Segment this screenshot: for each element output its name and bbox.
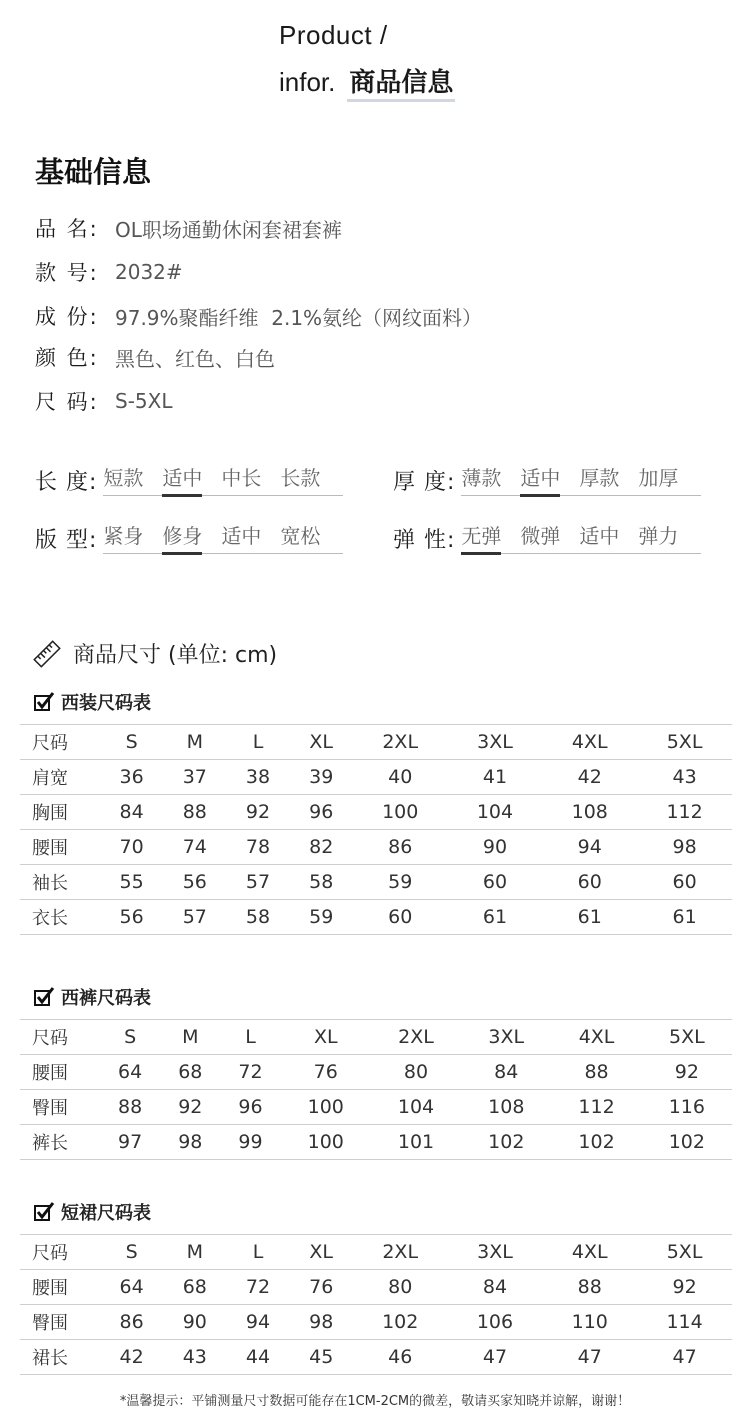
attr-option-selected: 修身 [162, 520, 202, 549]
table-cell: 5XL [637, 725, 732, 760]
attr-option: 薄款 [461, 466, 502, 490]
table-row [20, 900, 732, 935]
table-cell: 88 [163, 795, 226, 830]
attr-option: 长款 [280, 466, 321, 490]
table-cell: XL [290, 1235, 353, 1270]
table-title-text: 西装尺码表 [61, 693, 151, 714]
table-cell: 2XL [371, 1020, 461, 1055]
size-heading-text: 商品尺寸 (单位: cm) [73, 643, 278, 668]
table-row [20, 1055, 732, 1090]
table-cell: 3XL [448, 725, 543, 760]
table-cell: 74 [163, 830, 226, 865]
table-cell: 104 [448, 795, 543, 830]
table-cell: 45 [290, 1340, 353, 1375]
table-cell: 94 [542, 830, 637, 865]
table-cell: 68 [163, 1270, 226, 1305]
attr-option: 适中 [579, 524, 620, 548]
attr-thickness [393, 462, 701, 496]
attr-options [461, 462, 701, 496]
row-label: 肩宽 [20, 760, 100, 795]
info-value: 97.9%聚酯纤维 2.1%氨纶（网纹面料） [115, 305, 483, 330]
table-cell: 90 [163, 1305, 226, 1340]
table-cell: 68 [160, 1055, 220, 1090]
info-value: 2032# [115, 260, 183, 284]
info-row-size [35, 386, 172, 416]
row-label: 尺码 [20, 1020, 100, 1055]
attr-option: 宽松 [280, 524, 321, 548]
info-value: OL职场通勤休闲套裙套裤 [115, 217, 342, 242]
table-cell: 78 [226, 830, 289, 865]
table-cell: 42 [100, 1340, 163, 1375]
table-cell: 42 [542, 760, 637, 795]
attr-key: 厚 度: [393, 470, 456, 495]
info-row-material [35, 301, 482, 331]
info-value: S-5XL [115, 389, 173, 413]
table-cell: S [100, 1235, 163, 1270]
table-cell: 58 [290, 865, 353, 900]
table-cell: 92 [226, 795, 289, 830]
table-cell: 108 [461, 1090, 551, 1125]
table-cell: 5XL [642, 1020, 732, 1055]
table-cell: 61 [542, 900, 637, 935]
table-title-text: 西裤尺码表 [61, 988, 151, 1009]
table-row [20, 1305, 732, 1340]
row-label: 裙长 [20, 1340, 100, 1375]
table-cell: 59 [353, 865, 448, 900]
info-key: 品 名: [35, 217, 99, 241]
row-label: 腰围 [20, 1270, 100, 1305]
table-cell: 43 [637, 760, 732, 795]
attr-option: 适中 [221, 524, 262, 548]
table-cell: 57 [226, 865, 289, 900]
table-cell: 37 [163, 760, 226, 795]
info-value: 黑色、红色、白色 [115, 346, 275, 371]
table-cell: 60 [353, 900, 448, 935]
table-cell: 84 [100, 795, 163, 830]
attr-option: 加厚 [638, 466, 679, 490]
table-cell: 100 [353, 795, 448, 830]
table-cell: 39 [290, 760, 353, 795]
table-cell: S [100, 1020, 160, 1055]
attr-option: 中长 [221, 466, 262, 490]
table-cell: 56 [163, 865, 226, 900]
table-row [20, 795, 732, 830]
row-label: 臀围 [20, 1305, 100, 1340]
table-cell: L [220, 1020, 280, 1055]
table-cell: 90 [448, 830, 543, 865]
table-cell: 88 [542, 1270, 637, 1305]
table-cell: 106 [448, 1305, 543, 1340]
table-cell: 56 [100, 900, 163, 935]
table-cell: 57 [163, 900, 226, 935]
table-cell: 94 [226, 1305, 289, 1340]
table-cell: 80 [353, 1270, 448, 1305]
table-row [20, 1340, 732, 1375]
table-cell: M [163, 1235, 226, 1270]
table-cell: 46 [353, 1340, 448, 1375]
attr-option-selected: 无弹 [461, 520, 501, 549]
table-header-row [20, 1235, 732, 1270]
table-row [20, 830, 732, 865]
row-label: 腰围 [20, 830, 100, 865]
row-label: 尺码 [20, 1235, 100, 1270]
table-cell: 110 [542, 1305, 637, 1340]
table-header-row [20, 725, 732, 760]
attr-length [35, 462, 343, 496]
row-label: 裤长 [20, 1125, 100, 1160]
table-cell: 72 [226, 1270, 289, 1305]
table-cell: XL [290, 725, 353, 760]
table-cell: 99 [220, 1125, 280, 1160]
info-row-color [35, 342, 275, 372]
table-cell: 64 [100, 1055, 160, 1090]
table-cell: 108 [542, 795, 637, 830]
table-cell: 70 [100, 830, 163, 865]
table-cell: 98 [160, 1125, 220, 1160]
attr-option-selected: 适中 [520, 462, 560, 491]
table-cell: 112 [637, 795, 732, 830]
table-cell: 96 [290, 795, 353, 830]
table-cell: 88 [551, 1055, 641, 1090]
table-cell: 116 [642, 1090, 732, 1125]
table-cell: 59 [290, 900, 353, 935]
table-cell: S [100, 725, 163, 760]
table-cell: 38 [226, 760, 289, 795]
table-cell: 114 [637, 1305, 732, 1340]
table-cell: 61 [448, 900, 543, 935]
table-cell: XL [281, 1020, 371, 1055]
table-cell: 40 [353, 760, 448, 795]
table-row [20, 865, 732, 900]
size-table-skirt [20, 1234, 732, 1375]
table-cell: 47 [542, 1340, 637, 1375]
info-key: 成 份: [35, 305, 99, 329]
table-cell: 97 [100, 1125, 160, 1160]
table-cell: 84 [448, 1270, 543, 1305]
table-cell: 86 [353, 830, 448, 865]
info-key: 颜 色: [35, 346, 99, 370]
attr-key: 长 度: [35, 470, 98, 495]
size-heading [33, 638, 277, 669]
table-cell: 4XL [542, 1235, 637, 1270]
table-title-text: 短裙尺码表 [61, 1203, 151, 1224]
table-cell: 76 [290, 1270, 353, 1305]
table-cell: 102 [353, 1305, 448, 1340]
row-label: 胸围 [20, 795, 100, 830]
table-cell: 60 [637, 865, 732, 900]
table-cell: 82 [290, 830, 353, 865]
row-label: 尺码 [20, 725, 100, 760]
table-title-pants [33, 984, 151, 1010]
table-cell: 84 [461, 1055, 551, 1090]
table-cell: 61 [637, 900, 732, 935]
measurement-note: *温馨提示：平铺测量尺寸数据可能存在1CM-2CM的微差，敬请买家知晓并谅解，谢谢！ [119, 1394, 631, 1409]
table-cell: M [160, 1020, 220, 1055]
checkbox-checked-icon [33, 691, 55, 713]
attr-option: 紧身 [103, 524, 144, 548]
table-cell: 102 [461, 1125, 551, 1160]
attr-options [461, 520, 701, 554]
table-cell: 100 [281, 1090, 371, 1125]
attr-option: 微弹 [520, 524, 561, 548]
table-cell: 3XL [461, 1020, 551, 1055]
info-key: 款 号: [35, 261, 99, 285]
table-cell: L [226, 725, 289, 760]
attr-elasticity [393, 520, 701, 554]
table-header-row [20, 1020, 732, 1055]
table-cell: 92 [160, 1090, 220, 1125]
ruler-icon [33, 640, 61, 668]
row-label: 腰围 [20, 1055, 100, 1090]
table-cell: 36 [100, 760, 163, 795]
table-cell: 4XL [542, 725, 637, 760]
table-cell: 80 [371, 1055, 461, 1090]
table-cell: 3XL [448, 1235, 543, 1270]
attr-key: 弹 性: [393, 528, 456, 553]
attr-options [103, 462, 343, 496]
table-cell: 101 [371, 1125, 461, 1160]
info-row-style-no [35, 257, 183, 287]
row-label: 袖长 [20, 865, 100, 900]
table-cell: 60 [448, 865, 543, 900]
header-title-cn: 商品信息 [349, 68, 454, 98]
info-key: 尺 码: [35, 390, 99, 414]
table-cell: 64 [100, 1270, 163, 1305]
table-cell: 112 [551, 1090, 641, 1125]
checkbox-checked-icon [33, 1201, 55, 1223]
table-cell: 60 [542, 865, 637, 900]
table-cell: 58 [226, 900, 289, 935]
table-title-suit [33, 689, 151, 715]
table-cell: 102 [551, 1125, 641, 1160]
attr-option-selected: 适中 [162, 462, 202, 491]
table-cell: 41 [448, 760, 543, 795]
table-cell: 2XL [353, 725, 448, 760]
attr-option: 短款 [103, 466, 144, 490]
checkbox-checked-icon [33, 986, 55, 1008]
table-cell: 55 [100, 865, 163, 900]
header-title-en: Product / [279, 20, 388, 50]
size-table-pants [20, 1019, 732, 1160]
table-cell: 88 [100, 1090, 160, 1125]
table-cell: 47 [448, 1340, 543, 1375]
table-cell: 86 [100, 1305, 163, 1340]
attr-option: 厚款 [579, 466, 620, 490]
table-cell: 98 [290, 1305, 353, 1340]
table-cell: 100 [281, 1125, 371, 1160]
row-label: 衣长 [20, 900, 100, 935]
table-cell: 43 [163, 1340, 226, 1375]
row-label: 臀围 [20, 1090, 100, 1125]
info-row-name [35, 213, 342, 243]
table-cell: 98 [637, 830, 732, 865]
table-row [20, 760, 732, 795]
table-cell: 47 [637, 1340, 732, 1375]
table-cell: 92 [637, 1270, 732, 1305]
table-cell: 92 [642, 1055, 732, 1090]
table-cell: 76 [281, 1055, 371, 1090]
attr-option: 弹力 [638, 524, 679, 548]
table-cell: 72 [220, 1055, 280, 1090]
basic-info-title: 基础信息 [35, 155, 152, 189]
table-cell: L [226, 1235, 289, 1270]
table-title-skirt [33, 1199, 151, 1225]
table-cell: 5XL [637, 1235, 732, 1270]
header-title-line2 [279, 62, 453, 99]
attr-key: 版 型: [35, 528, 98, 553]
table-cell: 96 [220, 1090, 280, 1125]
table-cell: 4XL [551, 1020, 641, 1055]
table-cell: 44 [226, 1340, 289, 1375]
size-table-suit [20, 724, 732, 935]
table-cell: 104 [371, 1090, 461, 1125]
attr-fit [35, 520, 343, 554]
table-cell: M [163, 725, 226, 760]
table-row [20, 1125, 732, 1160]
attr-options [103, 520, 343, 554]
table-cell: 102 [642, 1125, 732, 1160]
table-cell: 2XL [353, 1235, 448, 1270]
table-row [20, 1270, 732, 1305]
header-title-en-2: infor. [279, 67, 336, 97]
table-row [20, 1090, 732, 1125]
